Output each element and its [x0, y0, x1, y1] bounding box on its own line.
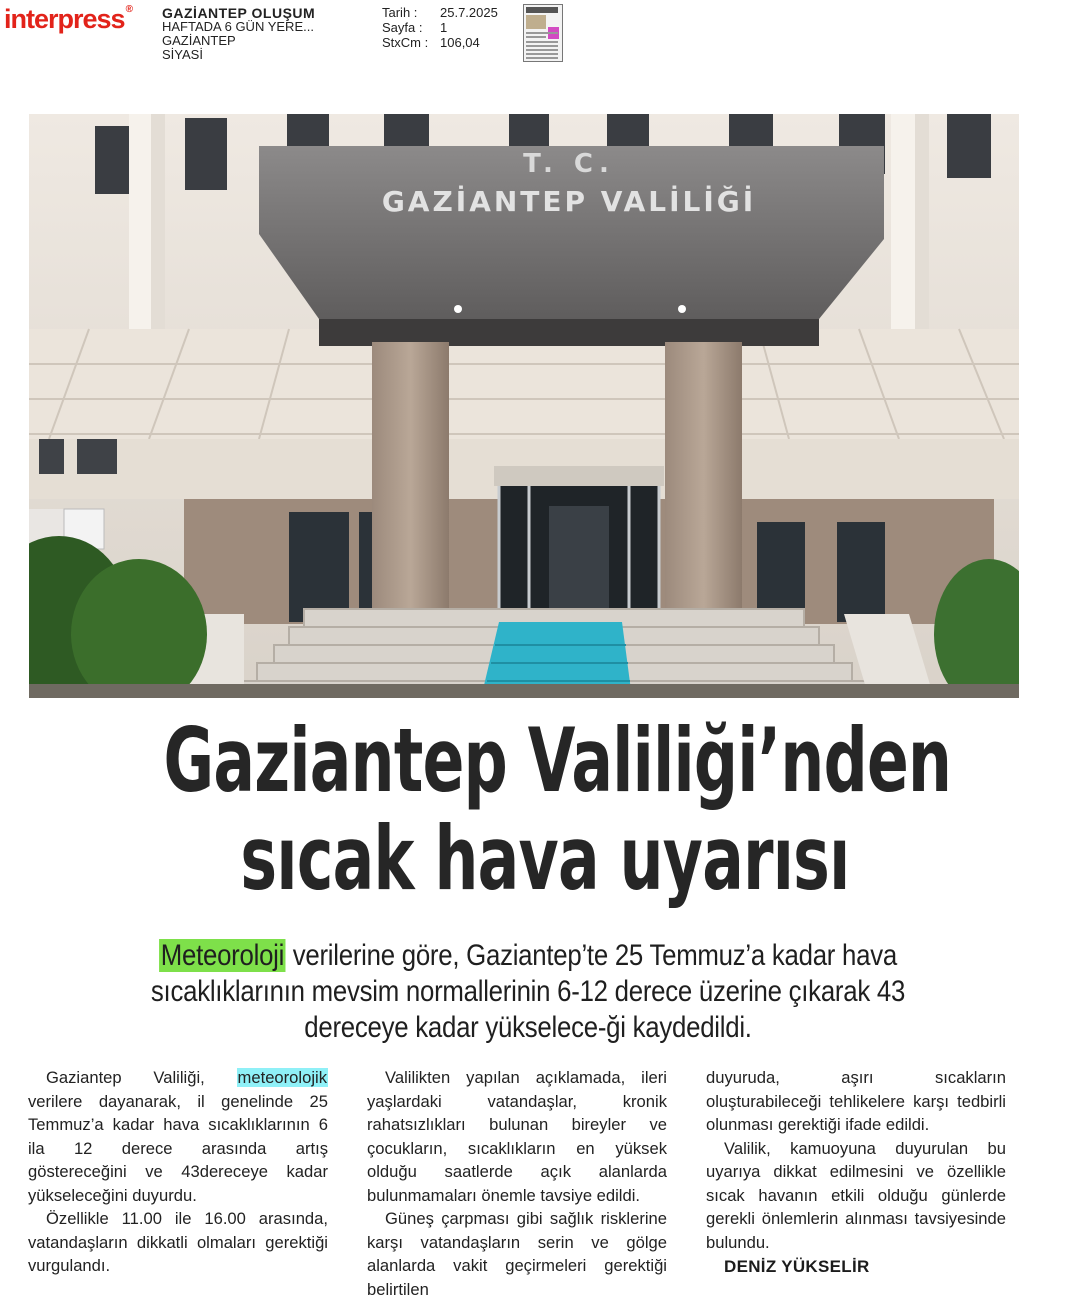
paragraph-1-start: Gaziantep Valiliği, [46, 1068, 237, 1087]
interpress-logo [4, 4, 132, 35]
publication-city: GAZİANTEP [162, 33, 236, 48]
governorship-building-image [29, 114, 1019, 698]
paragraph-4: Güneş çarpması gibi sağlık risklerine karşı vatandaşların serin ve gölge alanlarda vakit geçirmeleri gerektiği belirtilen [367, 1209, 667, 1299]
article-column-1 [28, 1066, 328, 1278]
stxcm-label: StxCm : [382, 35, 429, 50]
lead-highlight-meteoroloji: Meteoroloji [160, 939, 285, 972]
headline-line-2: sıcak hava uyarısı [240, 807, 850, 910]
logo-text: interpress [4, 4, 125, 34]
logo-registered-mark: ® [125, 4, 132, 15]
paragraph-1 [28, 1066, 328, 1207]
article-lead [98, 938, 958, 1046]
stxcm-value: 106,04 [440, 35, 480, 50]
headline-line-1: Gaziantep Valiliği’nden [163, 709, 952, 812]
page-label: Sayfa : [382, 20, 423, 35]
page-value: 1 [440, 20, 448, 35]
sign-gaziantep-valiligi: GAZİANTEP VALİLİĞİ [381, 185, 757, 218]
stxcm-row [382, 35, 498, 50]
highlight-meteorolojik: meteorolojik [237, 1068, 327, 1087]
article-headline [163, 709, 952, 910]
paragraph-2: Özellikle 11.00 ile 16.00 arasında, vatandaşların dikkatli olmaları gerektiği vurgulandı. [28, 1209, 328, 1275]
date-label: Tarih : [382, 5, 418, 20]
article-photo [29, 114, 1019, 698]
page-row [382, 20, 498, 35]
publication-frequency: HAFTADA 6 GÜN YERE... [162, 19, 314, 34]
publication-info [162, 6, 362, 62]
date-value: 25.7.2025 [440, 5, 498, 20]
date-row [382, 5, 498, 20]
paragraph-1-rest: verilere dayanarak, il genelinde 25 Temmuz’a kadar hava sıcaklıklarının 6 ila 12 derece arasında artış göstereceğini ve 43dereceye kadar yükseleceğini duyurdu. [28, 1091, 328, 1205]
publication-category: SİYASİ [162, 47, 203, 62]
paragraph-5: duyuruda, aşırı sıcakların oluşturabileceği tehlikelere karşı tedbirli olunması gerektiği ifade edildi. [706, 1068, 1006, 1134]
paragraph-3: Valilikten yapılan açıklamada, ileri yaşlardaki vatandaşlar, kronik rahatsızlıkları bulunan bireyler ve çocukların, sıcaklıkların en yüksek olduğu saatlerde açık alanlarda bulunmamaları önemle tavsiye edildi. [367, 1068, 667, 1205]
publication-name: GAZİANTEP OLUŞUM [162, 5, 316, 21]
page-thumbnail[interactable] [523, 4, 563, 62]
clipping-meta [382, 5, 498, 50]
author-byline: DENİZ YÜKSELİR [724, 1257, 870, 1276]
lead-text: verilerine göre, Gaziantep’te 25 Temmuz’a kadar hava sıcaklıklarının mevsim normallerinin 6-12 derece üzerine çıkarak 43 dereceye kadar yükselece-ği kaydedildi. [150, 939, 906, 1044]
paragraph-6: Valilik, kamuoyuna duyurulan bu uyarıya dikkat edilmesini ve özellikle sıcak havanın etkili olduğu günlerde gerekli önlemlerin alınması tavsiyesinde bulundu. [706, 1138, 1006, 1252]
article-column-2 [367, 1066, 667, 1301]
sign-tc: T. C. [523, 149, 615, 179]
article-column-3 [706, 1066, 1006, 1279]
